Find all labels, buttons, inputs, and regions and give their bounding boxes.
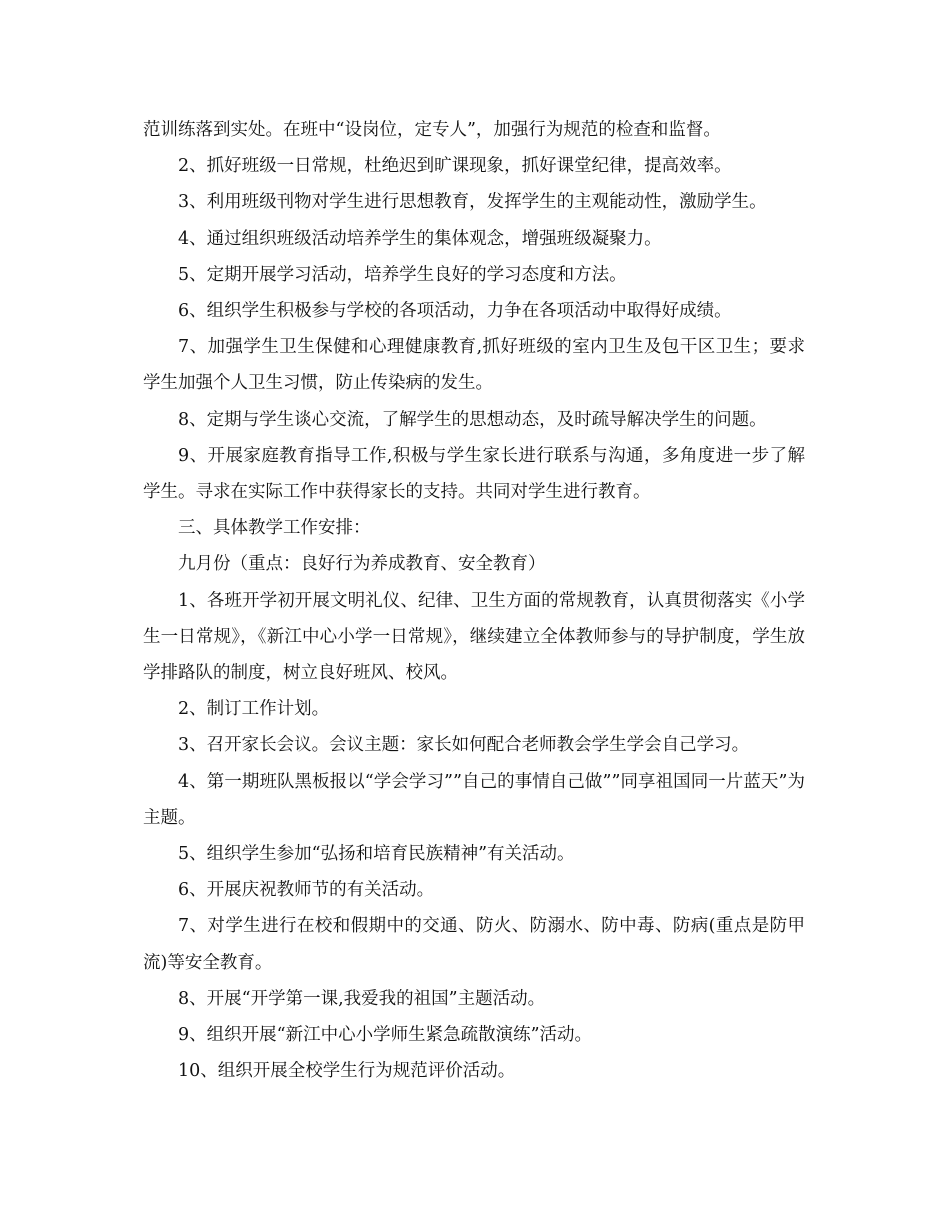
list-item-10: 10、组织开展全校学生行为规范评价活动。 [178,1061,516,1082]
paragraph-5: 5、定期开展学习活动，培养学生良好的学习态度和方法。 [178,264,627,285]
paragraph-6: 6、组织学生积极参与学校的各项活动，力争在各项活动中取得好成绩。 [178,301,732,322]
document-body [143,112,805,1089]
paragraph-8: 8、定期与学生谈心交流，了解学生的思想动态，及时疏导解决学生的问题。 [178,409,767,430]
month-heading: 九月份（重点：良好行为养成教育、安全教育） [178,554,546,575]
list-item-4: 4、第一期班队黑板报以“学会学习””自己的事情自己做””同享祖国同一片蓝天”为主题。 [143,771,805,828]
list-item-6: 6、开展庆祝教师节的有关活动。 [178,880,435,901]
paragraph-1: 范训练落到实处。在班中“设岗位，定专人”，加强行为规范的检查和监督。 [143,120,721,140]
list-item-8: 8、开展“开学第一课,我爱我的祖国”主题活动。 [178,988,546,1009]
list-item-9: 9、组织开展“新江中心小学师生紧急疏散演练”活动。 [178,1025,593,1046]
paragraph-2: 2、抓好班级一日常规，杜绝迟到旷课现象，抓好课堂纪律，提高效率。 [178,156,732,177]
paragraph-4: 4、通过组织班级活动培养学生的集体观念，增强班级凝聚力。 [178,228,662,249]
list-item-3: 3、召开家长会议。会议主题：家长如何配合老师教会学生学会自己学习。 [178,735,750,756]
list-item-1: 1、各班开学初开展文明礼仪、纪律、卫生方面的常规教育，认真贯彻落实《小学生一日常规》，《新江中心小学一日常规》，继续建立全体教师参与的导护制度，学生放学排路队的制度，树立良好班风、校风。 [143,590,805,684]
list-item-7: 7、对学生进行在校和假期中的交通、防火、防溺水、防中毒、防病(重点是防甲流)等安全教育。 [143,916,805,973]
list-item-5: 5、组织学生参加“弘扬和培育民族精神”有关活动。 [178,844,575,865]
section-heading: 三、具体教学工作安排： [178,518,371,539]
paragraph-3: 3、利用班级刊物对学生进行思想教育，发挥学生的主观能动性，激励学生。 [178,192,767,213]
paragraph-9: 9、开展家庭教育指导工作,积极与学生家长进行联系与沟通，多角度进一步了解学生。寻求在实际工作中获得家长的支持。共同对学生进行教育。 [143,445,805,503]
paragraph-7: 7、加强学生卫生保健和心理健康教育,抓好班级的室内卫生及包干区卫生；要求学生加强个人卫生习惯，防止传染病的发生。 [143,337,805,394]
list-item-2: 2、制订工作计划。 [178,699,330,720]
